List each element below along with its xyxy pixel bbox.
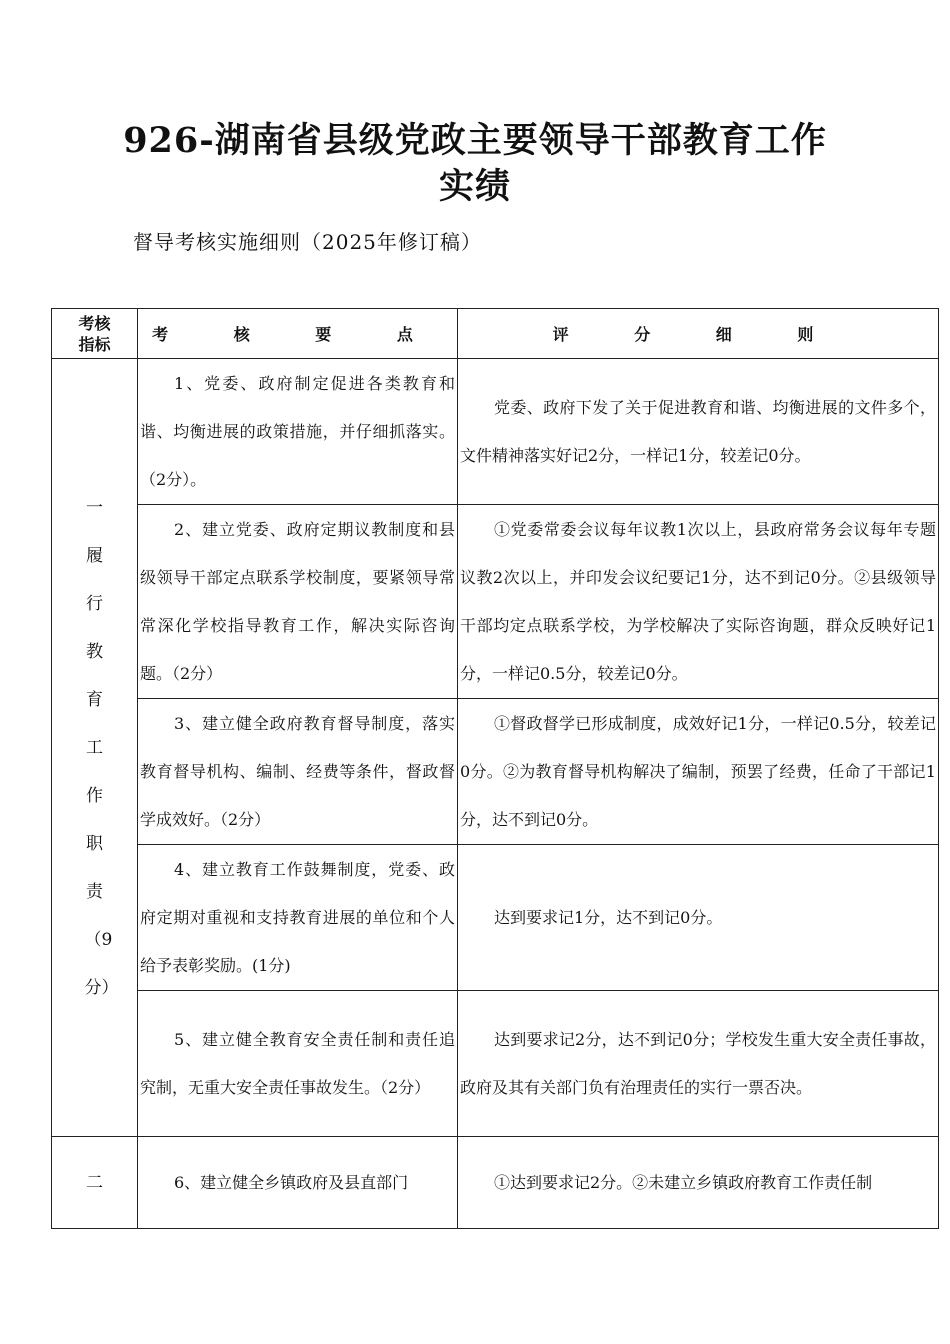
- table-row: [52, 359, 939, 505]
- category-label: 二: [86, 1172, 103, 1193]
- score-cell: 达到要求记1分，达不到记0分。: [458, 845, 939, 991]
- point-cell: 4、建立教育工作鼓舞制度，党委、政府定期对重视和支持教育进展的单位和个人给予表彰奖励。(1分): [138, 845, 458, 991]
- point-cell: 3、建立健全政府教育督导制度，落实教育督导机构、编制、经费等条件，督政督学成效好。（2分）: [138, 699, 458, 845]
- score-cell: 党委、政府下发了关于促进教育和谐、均衡进展的文件多个，文件精神落实好记2分，一样记1分，较差记0分。: [458, 359, 939, 505]
- score-cell: ①督政督学已形成制度，成效好记1分，一样记0.5分，较差记0分。②为教育督导机构解决了编制，预罢了经费，任命了干部记1分，达不到记0分。: [458, 699, 939, 845]
- table-row: [52, 699, 939, 845]
- point-cell: 2、建立党委、政府定期议教制度和县级领导干部定点联系学校制度，要紧领导常常深化学校指导教育工作，解决实际咨询题。（2分）: [138, 505, 458, 699]
- score-cell: 达到要求记2分，达不到记0分；学校发生重大安全责任事故，政府及其有关部门负有治理责任的实行一票否决。: [458, 991, 939, 1137]
- category-label: 一履行教育工作职责（9分）: [84, 497, 119, 998]
- category-cell: [52, 1137, 138, 1229]
- header-scoring: 评 分 细 则: [458, 309, 939, 359]
- score-cell: ①达到要求记2分。②未建立乡镇政府教育工作责任制: [458, 1137, 939, 1229]
- header-points: 考 核 要 点: [138, 309, 458, 359]
- table-row: [52, 505, 939, 699]
- table-row: [52, 845, 939, 991]
- score-cell: ①党委常委会议每年议教1次以上，县政府常务会议每年专题议教2次以上，并印发会议纪要记1分，达不到记0分。②县级领导干部均定点联系学校，为学校解决了实际咨询题，群众反映好记1分，一样记0.5分，较差记0分。: [458, 505, 939, 699]
- table-row: [52, 1137, 939, 1229]
- document-subtitle: 督导考核实施细则（2025年修订稿）: [133, 230, 482, 254]
- table-header-row: [52, 309, 939, 359]
- category-cell: [52, 359, 138, 1137]
- point-cell: 6、建立健全乡镇政府及县直部门: [138, 1137, 458, 1229]
- header-indicator: 考核指标: [52, 309, 138, 359]
- table-row: [52, 991, 939, 1137]
- point-cell: 5、建立健全教育安全责任制和责任追究制，无重大安全责任事故发生。（2分）: [138, 991, 458, 1137]
- document-title: 926-湖南省县级党政主要领导干部教育工作实绩: [123, 120, 827, 207]
- assessment-table: [51, 308, 939, 1229]
- point-cell: 1、党委、政府制定促进各类教育和谐、均衡进展的政策措施，并仔细抓落实。（2分）。: [138, 359, 458, 505]
